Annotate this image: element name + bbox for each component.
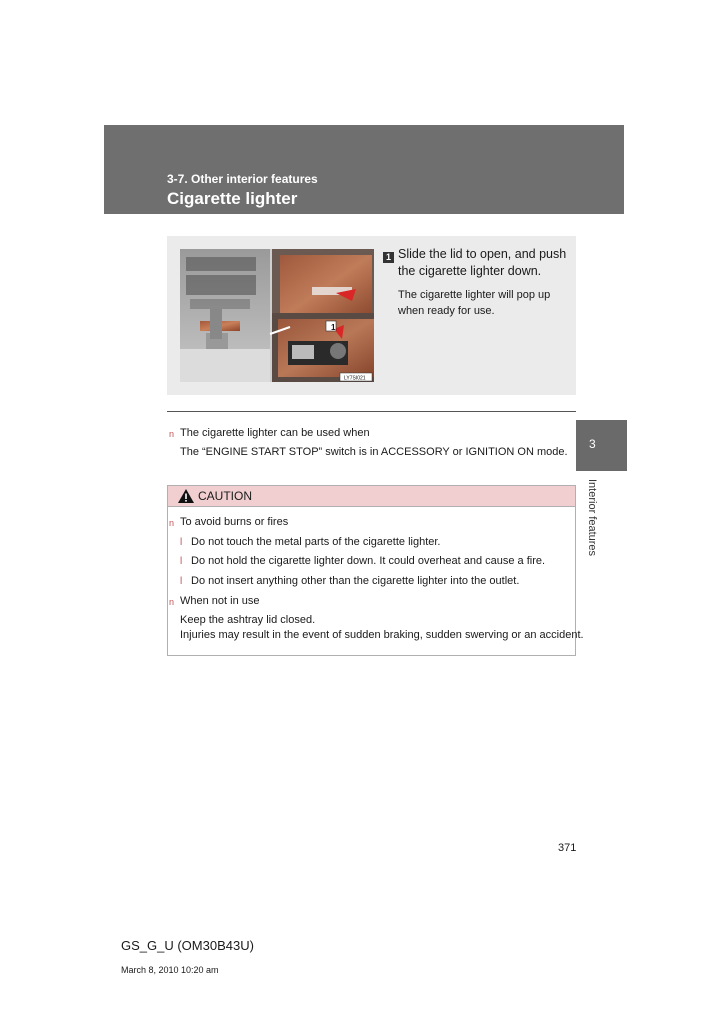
- figure-code: LY7SI021: [344, 375, 366, 382]
- info-heading: The cigarette lighter can be used when: [180, 427, 370, 439]
- caution-bullet-1: n: [169, 518, 175, 528]
- step-note: The cigarette lighter will pop up when ready for use.: [398, 289, 551, 317]
- page-number: 371: [558, 842, 577, 854]
- footer-code: GS_G_U (OM30B43U): [121, 938, 254, 953]
- sub-bullet-3: l: [180, 576, 183, 587]
- caution-label: CAUTION: [198, 489, 252, 503]
- cigarette-lighter-illustration: [180, 249, 374, 382]
- section-label: 3-7. Other interior features: [167, 172, 318, 186]
- caution-heading-burns: To avoid burns or fires: [180, 516, 289, 528]
- step-instruction: Slide the lid to open, and push the cigarette lighter down.: [398, 247, 567, 278]
- figure-callout-number: 1: [331, 323, 336, 332]
- caution-line-1: Keep the ashtray lid closed.: [180, 614, 316, 626]
- caution-item-3: Do not insert anything other than the cigarette lighter into the outlet.: [191, 575, 520, 587]
- chapter-tab-number: 3: [589, 437, 596, 451]
- caution-line-2: Injuries may result in the event of sudden braking, sudden swerving or an accident.: [180, 629, 584, 641]
- step-badge: 1: [383, 252, 394, 263]
- caution-item-1: Do not touch the metal parts of the cigarette lighter.: [191, 536, 441, 548]
- warning-triangle-icon: [177, 488, 195, 504]
- caution-heading-not-in-use: When not in use: [180, 595, 260, 607]
- chapter-tab-label: Interior features: [586, 479, 598, 557]
- page-title: Cigarette lighter: [167, 189, 298, 208]
- divider: [167, 411, 576, 412]
- info-bullet: n: [169, 429, 175, 439]
- info-body: The “ENGINE START STOP” switch is in ACCESSORY or IGNITION ON mode.: [180, 446, 568, 458]
- caution-item-2: Do not hold the cigarette lighter down. It could overheat and cause a fire.: [191, 555, 546, 567]
- sub-bullet-1: l: [180, 537, 183, 548]
- chapter-tab[interactable]: [576, 420, 627, 471]
- sub-bullet-2: l: [180, 556, 183, 567]
- caution-bullet-2: n: [169, 597, 175, 607]
- footer-date: March 8, 2010 10:20 am: [121, 965, 219, 975]
